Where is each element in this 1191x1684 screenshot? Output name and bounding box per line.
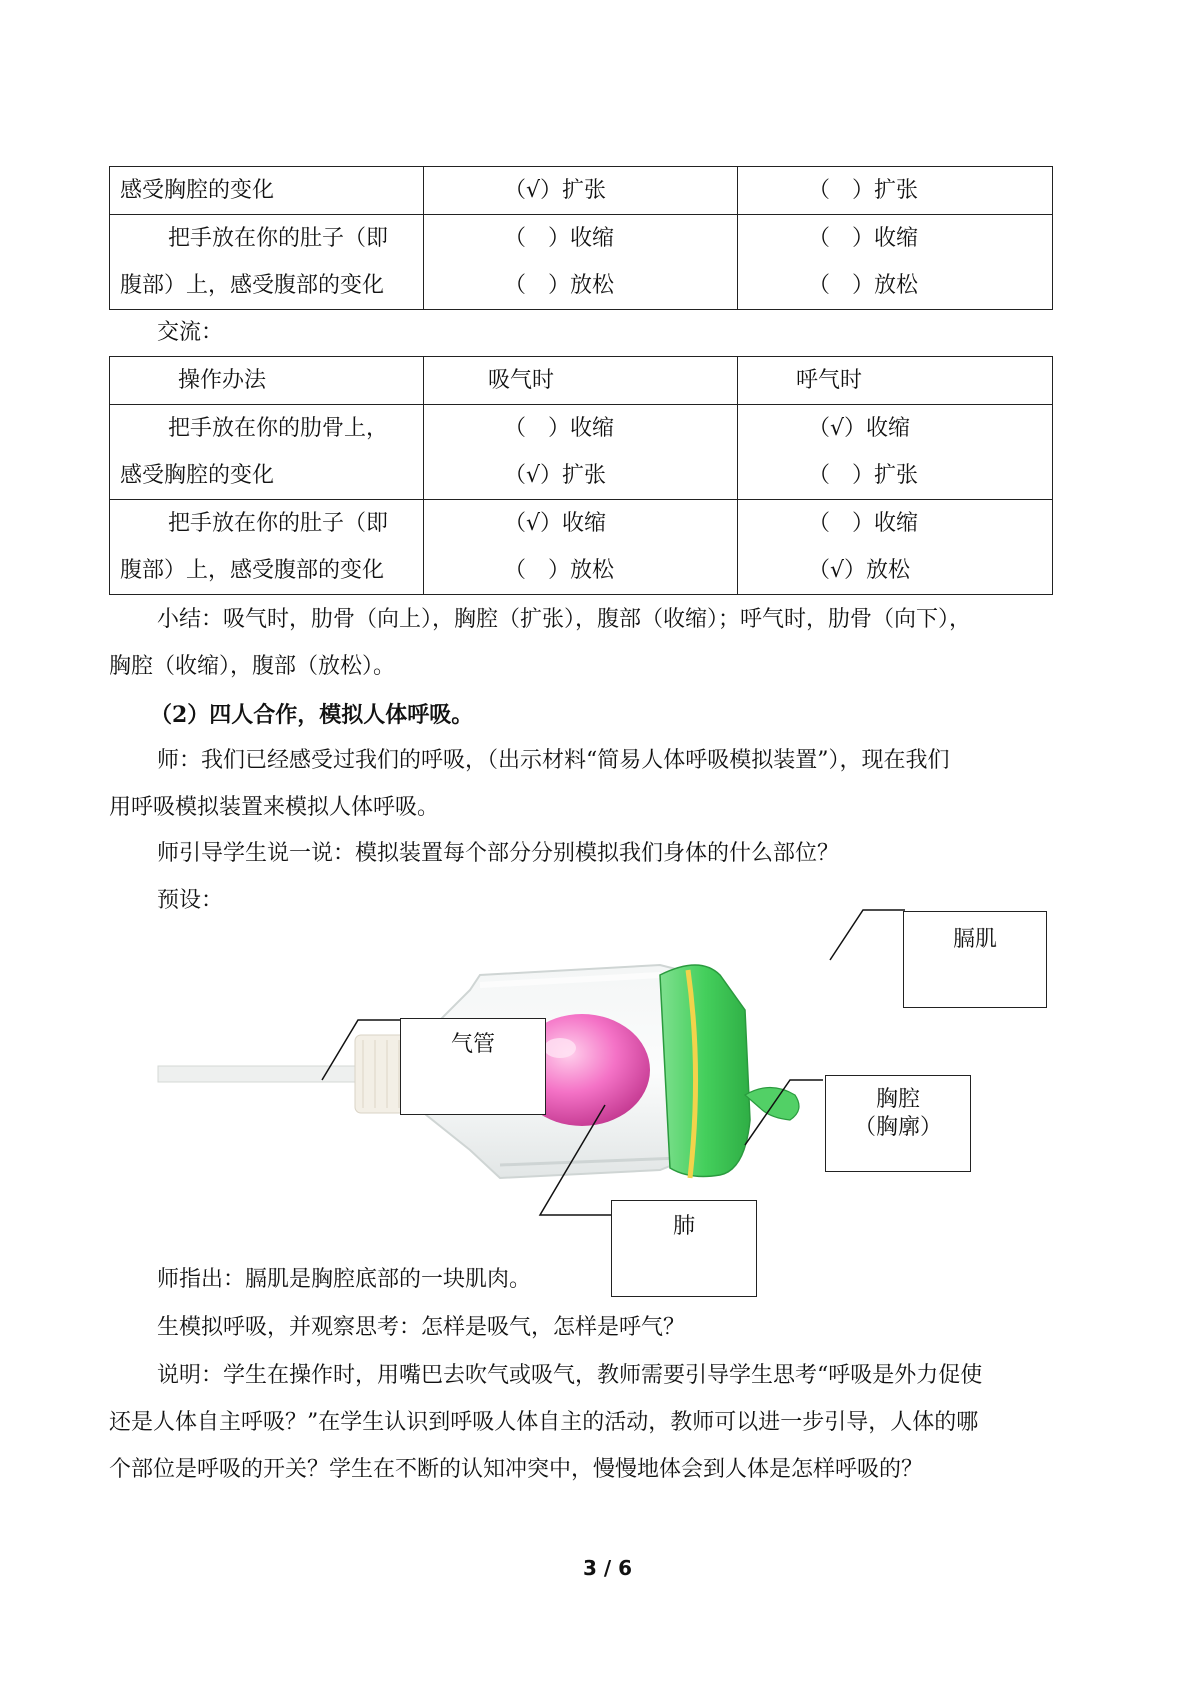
table-header-exhale: 呼气时 xyxy=(738,357,1053,405)
label-diaphragm: 膈肌 xyxy=(952,927,997,952)
summary-line-2: 胸腔（收缩），腹部（放松）。 xyxy=(109,654,396,679)
table-header-operation: 操作办法 xyxy=(110,357,424,405)
guide-line: 师引导学生说一说：模拟装置每个部分分别模拟我们身体的什么部位？ xyxy=(157,841,840,866)
table-cell-exhale: （ ）扩张 xyxy=(738,167,1053,215)
label-chest-sub: （胸廓） xyxy=(853,1115,942,1140)
summary-line-1: 小结：吸气时，肋骨（向上），胸腔（扩张），腹部（收缩）；呼气时，肋骨（向下）， xyxy=(157,607,972,632)
table-cell-exhale: （√）收缩 （ ）扩张 xyxy=(738,405,1053,500)
label-trachea: 气管 xyxy=(450,1032,495,1057)
table-cell-operation: 感受胸腔的变化 xyxy=(110,167,424,215)
table-cell-inhale: （ ）收缩 （ ）放松 xyxy=(424,215,738,310)
note-line-1: 说明：学生在操作时，用嘴巴去吹气或吸气，教师需要引导学生思考“呼吸是外力促使 xyxy=(157,1363,983,1388)
section-heading: （2）四人合作，模拟人体呼吸。 xyxy=(150,702,474,728)
label-box-trachea xyxy=(400,1018,546,1115)
page-number: 3 / 6 xyxy=(583,1556,633,1580)
table-cell-inhale: （ ）收缩 （√）扩张 xyxy=(424,405,738,500)
leader-line-diaphragm xyxy=(830,910,905,960)
table-cell-inhale: （√）扩张 xyxy=(424,167,738,215)
green-membrane-cap xyxy=(660,965,750,1176)
student-line: 生模拟呼吸，并观察思考：怎样是吸气，怎样是呼气？ xyxy=(157,1315,686,1340)
teacher-para-line-1: 师：我们已经感受过我们的呼吸，（出示材料“简易人体呼吸模拟装置”），现在我们 xyxy=(157,748,950,773)
exchange-label: 交流： xyxy=(157,320,224,345)
preset-label: 预设： xyxy=(157,888,224,913)
label-chest: 胸腔 xyxy=(875,1087,920,1112)
table-cell-operation: 把手放在你的肋骨上， 感受胸腔的变化 xyxy=(110,405,424,500)
label-lung: 肺 xyxy=(672,1214,695,1239)
table-cell-exhale: （ ）收缩 （√）放松 xyxy=(738,500,1053,595)
note-line-3: 个部位是呼吸的开关？学生在不断的认知冲突中，慢慢地体会到人体是怎样呼吸的？ xyxy=(109,1457,924,1482)
teacher-para-line-2: 用呼吸模拟装置来模拟人体呼吸。 xyxy=(109,795,440,820)
table-cell-exhale: （ ）收缩 （ ）放松 xyxy=(738,215,1053,310)
table-header-inhale: 吸气时 xyxy=(424,357,738,405)
label-box-chest xyxy=(825,1075,971,1172)
note-line-2: 还是人体自主呼吸？”在学生认识到呼吸人体自主的活动，教师可以进一步引导，人体的哪 xyxy=(109,1410,979,1435)
pull-tab xyxy=(745,1088,799,1121)
label-box-lung xyxy=(611,1200,757,1297)
table-cell-inhale: （√）收缩 （ ）放松 xyxy=(424,500,738,595)
teacher-point: 师指出：膈肌是胸腔底部的一块肌肉。 xyxy=(157,1267,532,1292)
straw-tube xyxy=(158,1066,368,1082)
table-cell-operation: 把手放在你的肚子（即 腹部）上，感受腹部的变化 xyxy=(110,500,424,595)
label-box-diaphragm xyxy=(903,911,1047,1008)
table-cell-operation: 把手放在你的肚子（即 腹部）上，感受腹部的变化 xyxy=(110,215,424,310)
